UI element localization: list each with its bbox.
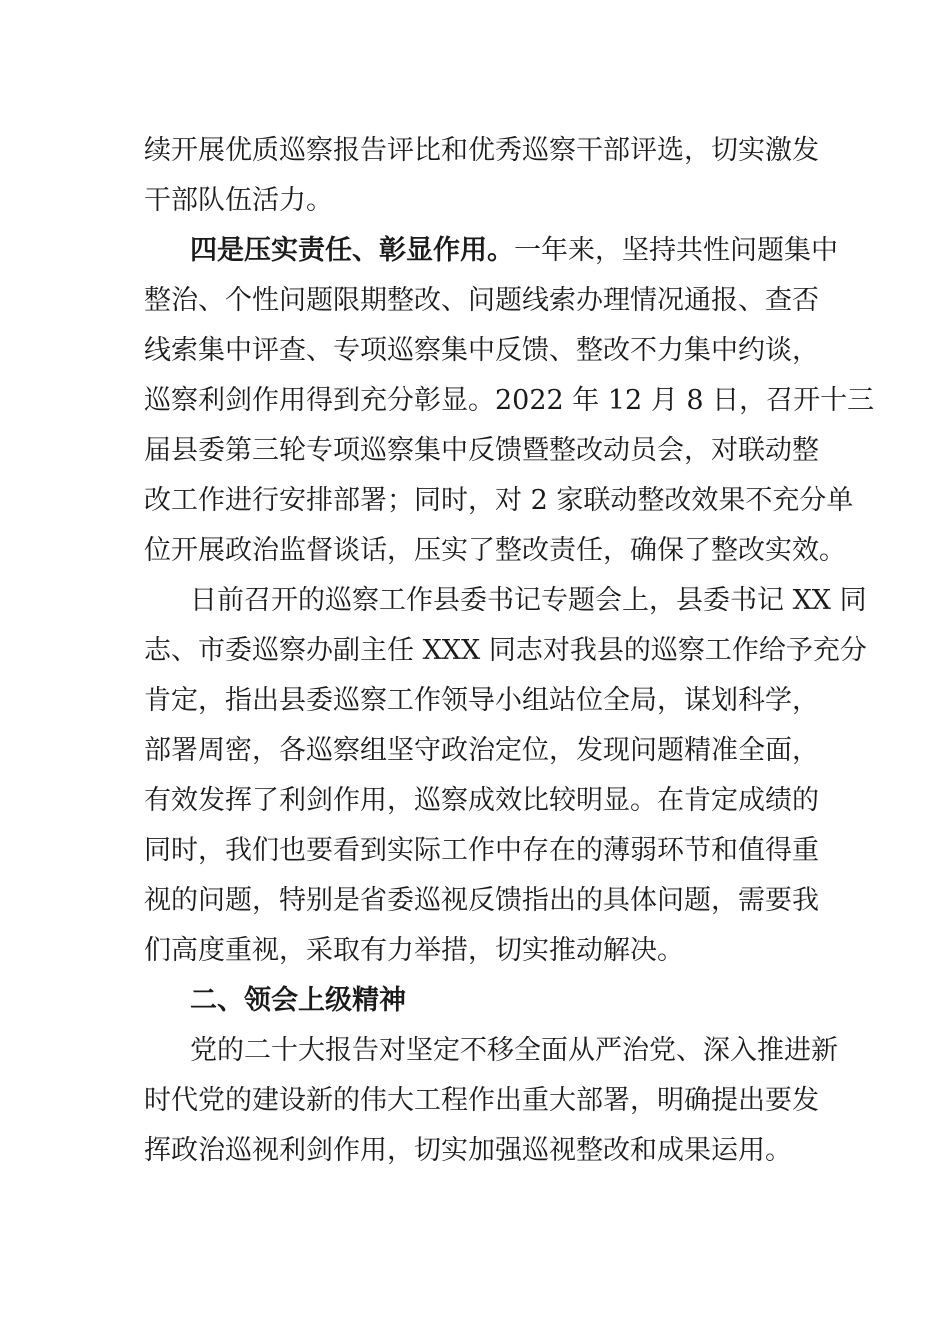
text-line: 位开展政治监督谈话，压实了整改责任，确保了整改实效。 xyxy=(144,535,846,566)
section-point-bold: 四是压实责任、彰显作用。 xyxy=(190,235,514,266)
text-line: 视的问题，特别是省委巡视反馈指出的具体问题，需要我 xyxy=(144,885,819,916)
text-line: 线索集中评查、专项巡察集中反馈、整改不力集中约谈， xyxy=(144,335,819,366)
text-line: 整治、个性问题限期整改、问题线索办理情况通报、查否 xyxy=(144,285,819,316)
text-line: 志、市委巡察办副主任 XXX 同志对我县的巡察工作给予充分 xyxy=(144,635,867,666)
text-line: 改工作进行安排部署；同时，对 2 家联动整改效果不充分单 xyxy=(144,485,854,516)
text-line: 肯定，指出县委巡察工作领导小组站位全局，谋划科学， xyxy=(144,685,819,716)
text-line: 干部队伍活力。 xyxy=(144,185,333,216)
text-line: 有效发挥了利剑作用，巡察成效比较明显。在肯定成绩的 xyxy=(144,785,819,816)
text-line: 续开展优质巡察报告评比和优秀巡察干部评选，切实激发 xyxy=(144,135,819,166)
section-point-text: 一年来，坚持共性问题集中 xyxy=(514,235,838,266)
paragraph-first-line: 日前召开的巡察工作县委书记专题会上，县委书记 XX 同 xyxy=(190,585,867,616)
paragraph-lead-line xyxy=(190,234,838,268)
text-line: 同时，我们也要看到实际工作中存在的薄弱环节和值得重 xyxy=(144,835,819,866)
text-line: 届县委第三轮专项巡察集中反馈暨整改动员会，对联动整 xyxy=(144,435,819,466)
text-line: 部署周密，各巡察组坚守政治定位，发现问题精准全面， xyxy=(144,735,819,766)
text-line: 们高度重视，采取有力举措，切实推动解决。 xyxy=(144,935,684,966)
section-heading: 二、领会上级精神 xyxy=(190,985,406,1016)
text-line: 巡察利剑作用得到充分彰显。2022 年 12 月 8 日，召开十三 xyxy=(144,385,875,416)
paragraph-first-line: 党的二十大报告对坚定不移全面从严治党、深入推进新 xyxy=(190,1035,838,1066)
text-line: 时代党的建设新的伟大工程作出重大部署，明确提出要发 xyxy=(144,1085,819,1116)
text-line: 挥政治巡视利剑作用，切实加强巡视整改和成果运用。 xyxy=(144,1135,792,1166)
